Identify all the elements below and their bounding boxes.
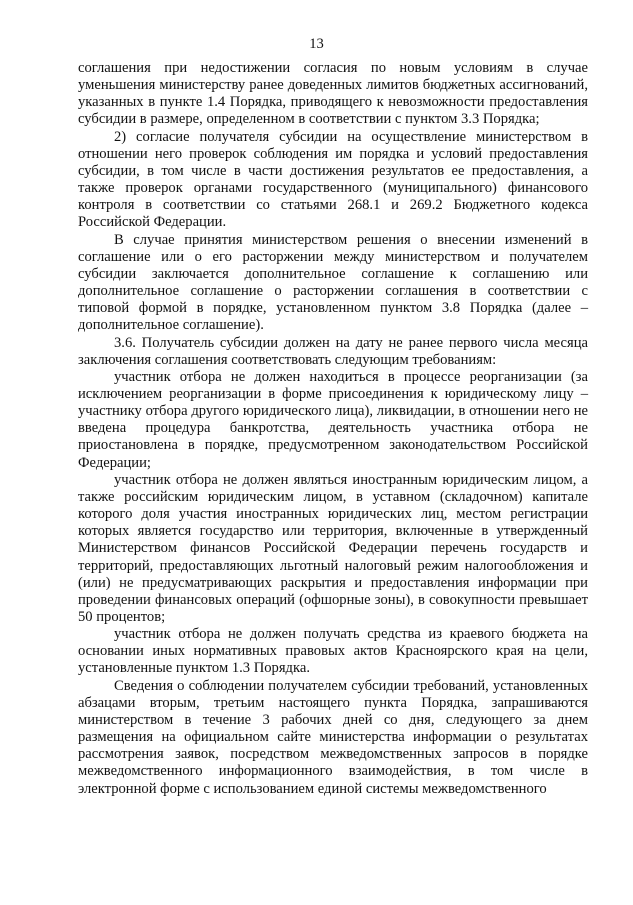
page-number: 13 [309, 36, 324, 52]
paragraph-8: Сведения о соблюдении получателем субсидии требований, установленных абзацами вторым, третьим настоящего пункта Порядка, запрашиваются министерством в течение 3 рабочих дней со дня, следующего за днем размещения на официальном сайте министерства информации о результатах рассмотрения заявок, посредством межведомственных запросов в порядке межведомственного информационного взаимодействия, в том числе в электронной форме с использованием единой системы межведомственного [78, 677, 588, 797]
paragraph-1: соглашения при недостижении согласия по новым условиям в случае уменьшения министерству ранее доведенных лимитов бюджетных ассигнований, указанных в пункте 1.4 Порядка, приводящего к невозможности предоставления субсидии в размере, определенном в соответствии с пунктом 3.3 Порядка; [78, 60, 588, 128]
paragraph-5: участник отбора не должен находиться в процессе реорганизации (за исключением реорганизации в форме присоединения к юридическому лицу – участнику отбора другого юридического лица), ликвидации, в отношении него не введена процедура банкротства, деятельность участника отбора не приостановлена в порядке, предусмотренном законодательством Российской Федерации; [78, 368, 588, 471]
document-body [78, 60, 588, 798]
paragraph-4: 3.6. Получатель субсидии должен на дату не ранее первого числа месяца заключения соглашения соответствовать следующим требованиям: [78, 334, 588, 368]
paragraph-6: участник отбора не должен являться иностранным юридическим лицом, а также российским юридическим лицом, в уставном (складочном) капитале которого доля участия иностранных юридических лиц, местом регистрации которых является государство или территория, включенные в утвержденный Министерством финансов Российской Федерации перечень государств и территорий, предоставляющих льготный налоговый режим налогообложения и (или) не предусматривающих раскрытия и предоставления информации при проведении финансовых операций (офшорные зоны), в совокупности превышает 50 процентов; [78, 471, 588, 625]
paragraph-2: 2) согласие получателя субсидии на осуществление министерством в отношении него проверок соблюдения им порядка и условий предоставления субсидии, в том числе в части достижения результатов ее предоставления, а также проверок органами государственного (муниципального) финансового контроля в соответствии со статьями 268.1 и 269.2 Бюджетного кодекса Российской Федерации. [78, 128, 588, 231]
paragraph-3: В случае принятия министерством решения о внесении изменений в соглашение или о его расторжении между министерством и получателем субсидии заключается дополнительное соглашение к соглашению или дополнительное соглашение о расторжении соглашения в соответствии с типовой формой в порядке, установленном пунктом 3.8 Порядка (далее – дополнительное соглашение). [78, 231, 588, 334]
paragraph-7: участник отбора не должен получать средства из краевого бюджета на основании иных нормативных правовых актов Красноярского края на цели, установленные пунктом 1.3 Порядка. [78, 626, 588, 677]
